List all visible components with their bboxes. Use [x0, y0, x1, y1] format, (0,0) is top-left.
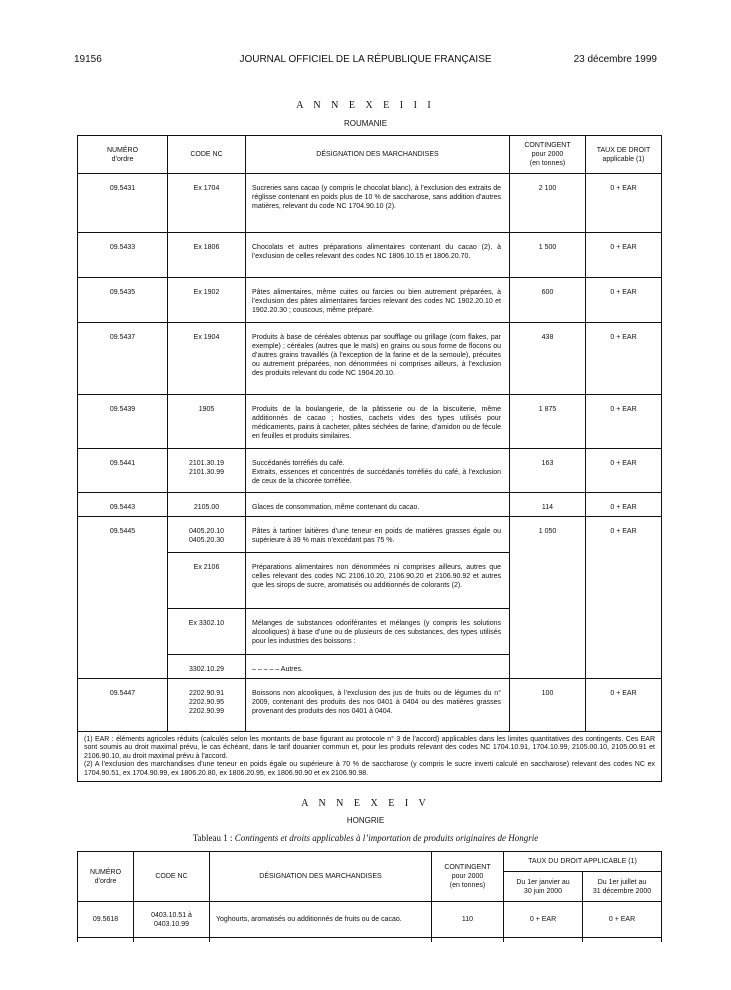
row-designation: Produits à base de céréales obtenus par soufflage ou grillage (corn flakes, par exemple) ; céréales (autres que le maïs) en grains ou sous forme de flocons ou d’autres grains travaillés (à l’exception de la farine et de la semoule), précuites ou autrement préparées, non dénommées ni comprises ailleurs, à l’exclusion des produits relevant du code NC 1904.20.10.: [246, 323, 510, 395]
row-contingent: 2 100: [510, 174, 586, 233]
row-rate: 0 + EAR: [586, 679, 662, 732]
footnote-2: (2) A l’exclusion des marchandises d’une teneur en poids égale ou supérieure à 70 % de saccharose (y compris le sucre inverti calculé en saccharose) relevant des codes NC ex 1704.90.51, ex 1704.90.99, ex 1806.20.80, ex 1806.20.95, ex 1806.90.90 et ex 2106.90.98.: [84, 761, 655, 777]
annex-4-title: A N N E X E I V: [301, 798, 430, 809]
row-code: 2202.90.91 2202.90.95 2202.90.99: [168, 679, 246, 732]
table-row-continued: [78, 938, 662, 942]
table-caption: Tableau 1 : Contingents et droits applicables à l’importation de produits originaires de Hongrie: [192, 833, 539, 843]
row-code: Ex 1904: [168, 323, 246, 395]
row-code: 3302.10.29: [168, 655, 246, 679]
row-designation: Produits de la boulangerie, de la pâtisserie ou de la biscuiterie, même additionnés de cacao ; hosties, cachets vides des types utilisés pour médicaments, pains à cacheter, pâtes séchées de farine, d’amidon ou de fécule en feuilles et produits similaires.: [246, 395, 510, 449]
row-code: 1905: [168, 395, 246, 449]
page-number: 19156: [74, 54, 102, 65]
row-contingent: 114: [510, 493, 586, 517]
table-row: [78, 278, 662, 323]
row-rate-period-1: 0 + EAR: [504, 902, 583, 938]
annex-3-title: A N N E X E I I I: [296, 100, 435, 111]
row-rate: 0 + EAR: [586, 278, 662, 323]
row-rate: 0 + EAR: [586, 174, 662, 233]
row-designation: Glaces de consommation, même contenant du cacao.: [246, 493, 510, 517]
annex-4-country: HONGRIE: [346, 816, 385, 825]
header-numero: NUMÉRO d’ordre: [78, 852, 134, 902]
row-number: 09.5443: [78, 493, 168, 517]
table-row: [78, 323, 662, 395]
row-contingent: 438: [510, 323, 586, 395]
table-header-row: [78, 852, 662, 872]
header-designation: DÉSIGNATION DES MARCHANDISES: [210, 852, 432, 902]
header-designation: DÉSIGNATION DES MARCHANDISES: [246, 136, 510, 174]
table-row: [78, 233, 662, 278]
row-designation: Chocolats et autres préparations alimentaires contenant du cacao (2), à l’exclusion de celles relevant des codes NC 1806.10.15 et 1806.20.70.: [246, 233, 510, 278]
table-header-row: [78, 136, 662, 174]
row-code: 0405.20.10 0405.20.30: [168, 517, 246, 553]
annex-4-table: [77, 851, 662, 942]
row-designation: Succédanés torréfiés du café. Extraits, essences et concentrés de succédanés torréfiés du café, à l’exclusion de ceux de la chicorée torréfiée.: [246, 449, 510, 493]
row-designation: Pâtes à tartiner laitières d’une teneur en poids de matières grasses égale ou supérieure à 39 % mais n’excédant pas 75 %.: [246, 517, 510, 553]
table-row-group: [78, 517, 662, 553]
row-code: 2105.00: [168, 493, 246, 517]
row-number: 09.5439: [78, 395, 168, 449]
row-contingent: 100: [510, 679, 586, 732]
row-contingent: 163: [510, 449, 586, 493]
row-code: Ex 3302.10: [168, 609, 246, 655]
row-number: 09.5441: [78, 449, 168, 493]
row-rate: 0 + EAR: [586, 449, 662, 493]
row-rate: 0 + EAR: [586, 517, 662, 679]
footnotes-row: [78, 732, 662, 782]
publication-date: 23 décembre 1999: [573, 54, 657, 65]
header-contingent: CONTINGENT pour 2000 (en tonnes): [510, 136, 586, 174]
row-designation: Pâtes alimentaires, même cuites ou farcies ou bien autrement préparées, à l’exclusion des pâtes alimentaires farcies relevant des codes NC 1902.20.10 et 1902.20.30 ; couscous, même préparé.: [246, 278, 510, 323]
row-designation: Mélanges de substances odoriférantes et mélanges (y compris les solutions alcooliques) à base d’une ou de plusieurs de ces substances, des types utilisés pour les industries des boissons :: [246, 609, 510, 655]
row-number: 09.5437: [78, 323, 168, 395]
header-period-2: Du 1er juillet au 31 décembre 2000: [583, 872, 662, 902]
table-row: [78, 395, 662, 449]
row-designation: Préparations alimentaires non dénommées ni comprises ailleurs, autres que celles relevant des codes NC 2106.10.20, 2106.90.20 et 2106.90.92 et autres que les sirops de sucre, aromatisés ou additionnés de colorants (2).: [246, 553, 510, 609]
header-taux: TAUX DE DROIT applicable (1): [586, 136, 662, 174]
journal-title: JOURNAL OFFICIEL DE LA RÉPUBLIQUE FRANÇAISE: [239, 54, 492, 65]
row-designation: – – – – – Autres.: [246, 655, 510, 679]
footnotes: [78, 732, 662, 782]
table-row: [78, 493, 662, 517]
row-number: 09.5431: [78, 174, 168, 233]
row-number: 09.5433: [78, 233, 168, 278]
row-number: 09.5447: [78, 679, 168, 732]
row-code: Ex 1902: [168, 278, 246, 323]
row-rate-period-2: 0 + EAR: [583, 902, 662, 938]
row-rate: 0 + EAR: [586, 233, 662, 278]
row-code: 2101.30.19 2101.30.99: [168, 449, 246, 493]
row-number: 09.5435: [78, 278, 168, 323]
row-contingent: 1 050: [510, 517, 586, 679]
row-contingent: 1 875: [510, 395, 586, 449]
header-code-nc: CODE NC: [168, 136, 246, 174]
row-code: Ex 1704: [168, 174, 246, 233]
row-contingent: 600: [510, 278, 586, 323]
row-rate: 0 + EAR: [586, 493, 662, 517]
header-code-nc: CODE NC: [134, 852, 210, 902]
annex-3-country: ROUMANIE: [343, 119, 388, 128]
table-row: [78, 679, 662, 732]
row-code: Ex 1806: [168, 233, 246, 278]
row-contingent: 110: [432, 902, 504, 938]
row-code: 0403.10.51 à 0403.10.99: [134, 902, 210, 938]
table-row: [78, 174, 662, 233]
row-rate: 0 + EAR: [586, 323, 662, 395]
header-contingent: CONTINGENT pour 2000 (en tonnes): [432, 852, 504, 902]
footnote-1: (1) EAR : éléments agricoles réduits (calculés selon les montants de base figurant au protocole n° 3 de l’accord) applicables dans les limites quantitatives des contingents. Ces EAR sont soumis au droit maximal prévu, le cas échéant, dans le tarif douanier commun et, pour les produits relevant des codes NC 1704.10.91, 1704.10.99, 2105.00.10, 2105.00.91 et 2106.90.10, au droit maximal prévu à l’accord.: [84, 736, 655, 760]
row-contingent: 1 500: [510, 233, 586, 278]
row-number: 09.5618: [78, 902, 134, 938]
row-designation: Yoghourts, aromatisés ou additionnés de fruits ou de cacao.: [210, 902, 432, 938]
row-number: 09.5445: [78, 517, 168, 679]
header-numero: NUMÉRO d’ordre: [78, 136, 168, 174]
header-taux: TAUX DU DROIT APPLICABLE (1): [504, 852, 662, 872]
row-rate: 0 + EAR: [586, 395, 662, 449]
row-designation: Boissons non alcooliques, à l’exclusion des jus de fruits ou de légumes du n° 2009, contenant des produits des nos 0401 à 0404 ou des matières grasses provenant des produits des nos 0401 à 0404.: [246, 679, 510, 732]
table-row: [78, 902, 662, 938]
header-period-1: Du 1er janvier au 30 juin 2000: [504, 872, 583, 902]
table-row: [78, 449, 662, 493]
row-designation: Sucreries sans cacao (y compris le chocolat blanc), à l’exclusion des extraits de réglisse contenant en poids plus de 10 % de saccharose, sans addition d’autres matières, relevant du code NC 1704.90.10 (2).: [246, 174, 510, 233]
row-code: Ex 2106: [168, 553, 246, 609]
annex-3-table: [77, 135, 662, 782]
